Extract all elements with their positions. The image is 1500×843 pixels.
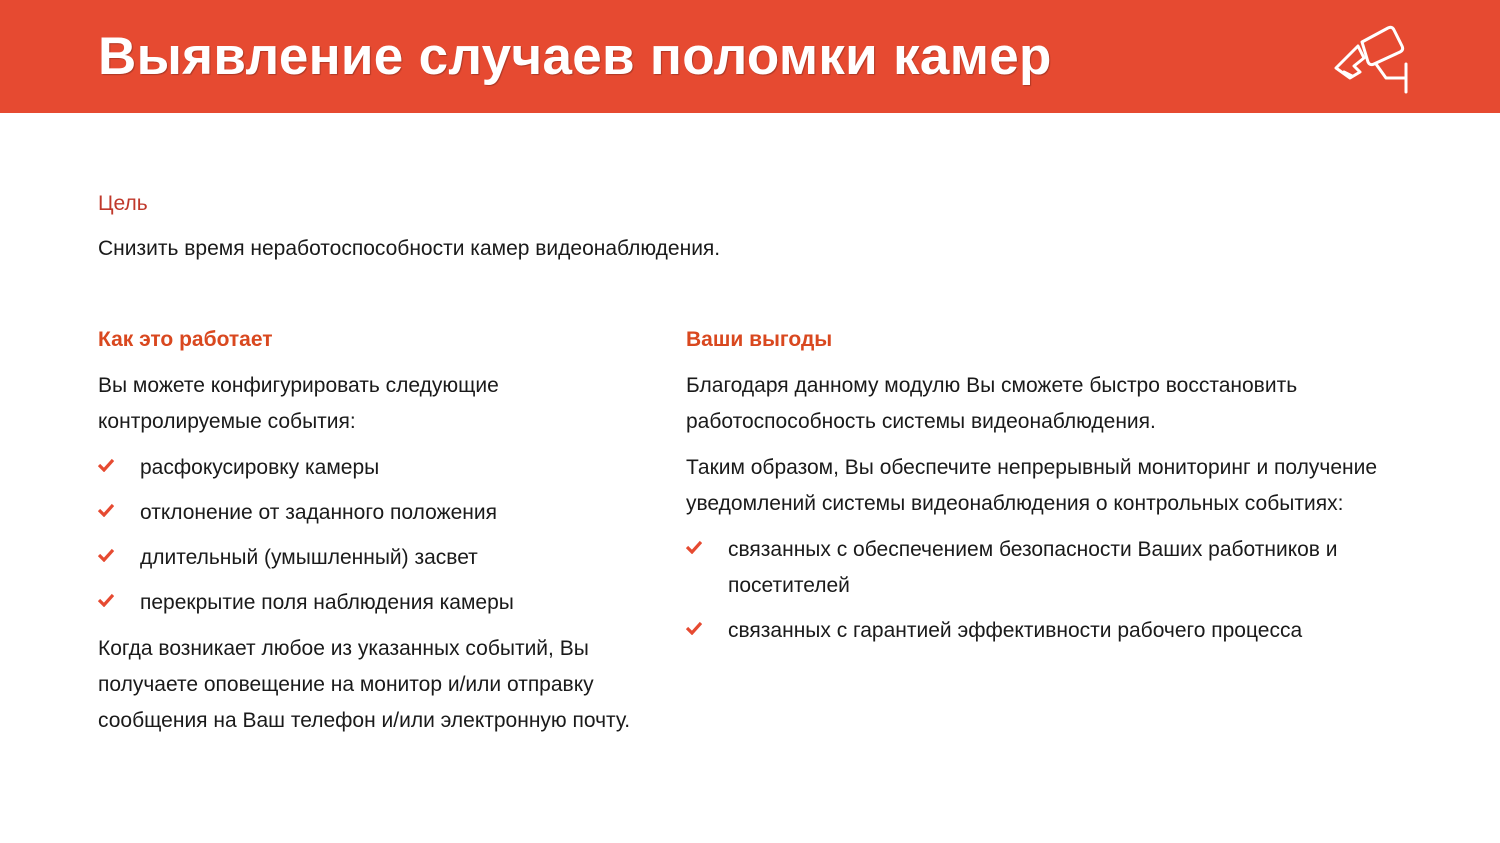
list-item-text: связанных с обеспечением безопасности Ваших работников и посетителей [728, 538, 1338, 597]
how-it-works-outro: Когда возникает любое из указанных событий, Вы получаете оповещение на монитор и/или отправку сообщения на Ваш телефон и/или электронную почту. [98, 637, 631, 732]
goal-text: Снизить время неработоспособности камер видеонаблюдения. [98, 237, 721, 260]
checkmark-icon [686, 540, 702, 554]
benefits-paragraph-2: Таким образом, Вы обеспечите непрерывный мониторинг и получение уведомлений системы видеонаблюдения о контрольных событиях: [686, 456, 1378, 515]
checkmark-icon [98, 548, 114, 562]
benefits-list [686, 532, 1406, 649]
list-item-text: расфокусировку камеры [140, 456, 380, 479]
header-bar [0, 0, 1500, 113]
checkmark-icon [98, 503, 114, 517]
list-item-text: перекрытие поля наблюдения камеры [140, 591, 514, 614]
page-title: Выявление случаев поломки камер [98, 27, 1052, 86]
cctv-camera-icon [1330, 20, 1412, 96]
benefits-title: Ваши выгоды [686, 328, 833, 351]
list-item [98, 495, 658, 531]
how-it-works-intro: Вы можете конфигурировать следующие контролируемые события: [98, 374, 499, 433]
list-item [98, 540, 658, 576]
checkmark-icon [98, 458, 114, 472]
benefits-section [686, 322, 1406, 659]
list-item-text: отклонение от заданного положения [140, 501, 497, 524]
how-it-works-section [98, 322, 658, 749]
goal-label: Цель [98, 192, 148, 215]
list-item [686, 532, 1406, 604]
benefits-paragraph-1: Благодаря данному модулю Вы сможете быстро восстановить работоспособность системы видеонаблюдения. [686, 374, 1298, 433]
checkmark-icon [98, 593, 114, 607]
list-item [98, 450, 658, 486]
list-item [686, 613, 1406, 649]
list-item [98, 585, 658, 621]
how-it-works-title: Как это работает [98, 328, 273, 351]
list-item-text: длительный (умышленный) засвет [140, 546, 478, 569]
list-item-text: связанных с гарантией эффективности рабочего процесса [728, 619, 1303, 642]
checkmark-icon [686, 621, 702, 635]
events-list [98, 450, 658, 621]
